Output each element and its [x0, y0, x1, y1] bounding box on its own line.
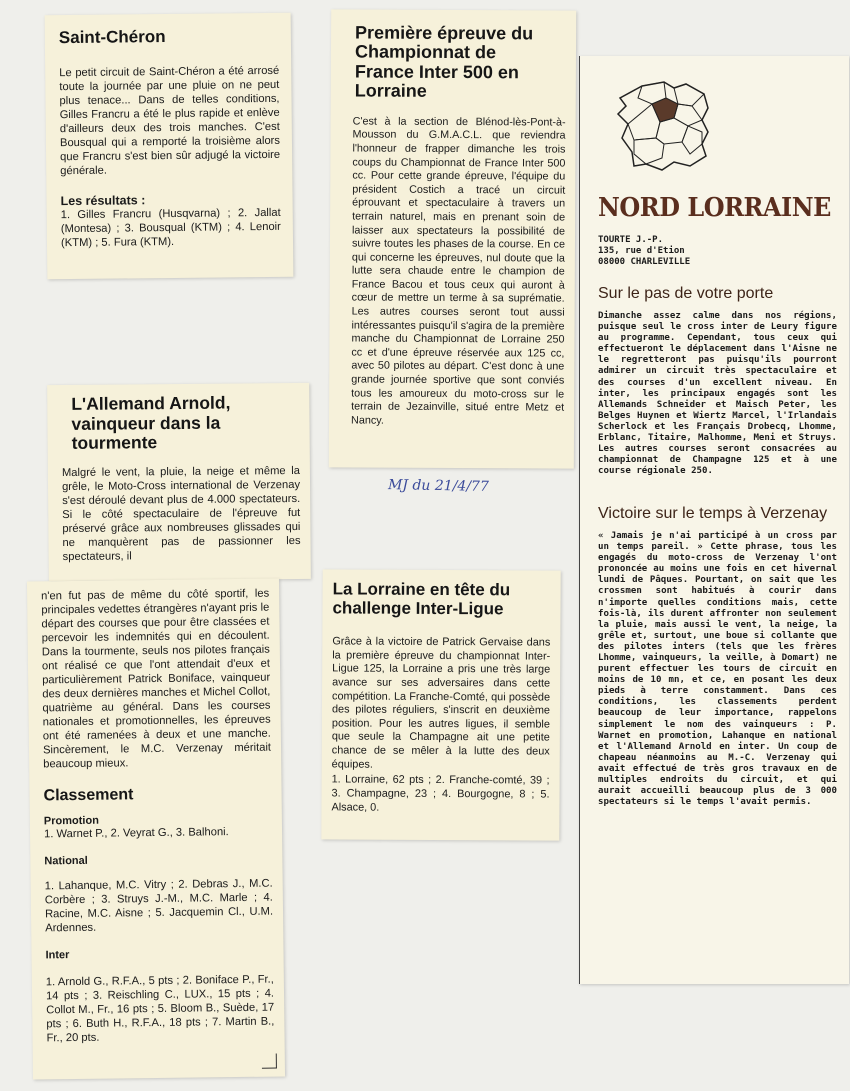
saint-cheron-clipping	[45, 13, 294, 280]
saint-cheron-body: Le petit circuit de Saint-Chéron a été arrosé toute la journée par une pluie on ne peut plus tenace... Dans de telles conditions, Gilles Francru a été le plus rapide et enlève d'ailleurs deux des trois manches. C'est Bousqual qui a remporté la troisième alors que Francru s'est bien sûr adjugé la victoire générale.	[59, 64, 281, 177]
inter-heading: Inter	[45, 948, 70, 961]
author-city: 08000 CHARLEVILLE	[598, 256, 691, 267]
author-name: TOURTE J.-P.	[598, 235, 664, 245]
arnold-body-2: n'en fut pas de même du côté sportif, les principales vedettes étrangères n'ayant pris le départ des courses que pour être classées et percevoir les indemnités qui en découlent. Dans la tourmente, seuls nos pilotes français ont réalisé ce que l'ont attendait d'eux et particulièrement Patrick Boniface, vainqueur des deux dernières manches et Michel Collot, quatrième au général. Dans les courses nationales et promotionnelles, les épreuves ont été ramenées à deux et une manche. Sincèrement, le M.C. Verzenay méritait beaucoup mieux.	[41, 587, 272, 771]
arnold-body-1: Malgré le vent, la pluie, la neige et même la grêle, le Moto-Cross international de Verzenay s'est déroulé devant plus de 4.000 spectateurs. Si le côté spectaculaire de l'épreuve fut préservé grâce aux nombreuses glissades qui ne manquèrent pas de passionner les spectateurs, il	[61, 464, 301, 563]
france-map-icon	[612, 78, 724, 174]
national-results: 1. Lahanque, M.C. Vitry ; 2. Debras J., M.C. Corbère ; 3. Struys J.-M., M.C. Marle ; 4. Racine, M.C. Aisne ; 5. Jacquemin Cl., U.M. Ardennes.	[44, 877, 274, 934]
national-heading: National	[44, 854, 88, 867]
inter-results: 1. Arnold G., R.F.A., 5 pts ; 2. Boniface P., Fr., 14 pts ; 3. Reischling C., LUX., 15 pts ; 4. Collot M., Fr., 16 pts ; 5. Bloom B., Suède, 17 pts ; 6. Buth H., R.F.A., 18 pts ; 7. Martin B., Fr., 20 pts.	[45, 973, 275, 1044]
arnold-title: L'Allemand Arnold, vainqueur dans la tourmente	[71, 392, 231, 454]
handwritten-date-note: MJ du 21/4/77	[387, 477, 489, 495]
section2-title: Victoire sur le temps à Verzenay	[598, 505, 828, 523]
corner-mark	[262, 1054, 277, 1069]
map-block	[598, 78, 837, 183]
nord-lorraine-logo: NORD LORRAINE	[598, 193, 831, 223]
promotion-heading: Promotion	[43, 814, 99, 827]
arnold-clipping-top	[47, 383, 311, 581]
saint-cheron-results: 1. Gilles Francru (Husqvarna) ; 2. Jallat (Montesa) ; 3. Bousqual (KTM) ; 4. Lenoir (KTM) ; 5. Fura (KTM).	[60, 206, 281, 249]
lorraine-challenge-standings: 1. Lorraine, 62 pts ; 2. Franche-comté, 39 ; 3. Champagne, 23 ; 4. Bourgogne, 8 ; 5. Alsace, 0.	[331, 773, 550, 814]
saint-cheron-results-heading: Les résultats :	[60, 192, 146, 208]
saint-cheron-title: Saint-Chéron	[58, 27, 166, 48]
author-street: 135, rue d'Etion	[598, 245, 685, 256]
lorraine-challenge-title: La Lorraine en tête du challenge Inter-Ligue	[332, 579, 511, 619]
section2-body: « Jamais je n'ai participé à un cross par un temps pareil. » Cette phrase, tous les engagés du moto-cross de Verzenay l'ont prononcée au moins une fois en cet hivernal lundi de Pâques. Pourtant, on sait que les crossmen sont habitués à courir dans n'importe quelles conditions mais, cette fois-là, ils durent affronter non seulement la pluie, mais aussi le vent, la neige, la grêle et, surtout, une boue si collante que des pilotes inters (tels que les frères Lhomme, vainqueurs, la veille, à Domart) ne purent effectuer les tours de circuit en moins de 10 mn, et ce, en posant les deux pieds à terre constamment. Dans ces conditions, les classements perdent beaucoup de leur importance, rappelons simplement le nom des vainqueurs : P. Warnet en promotion, Lahanque en national et l'Allemand Arnold en inter. Un coup de chapeau néanmoins au M.-C. Verzenay qui avait effectué de très gros travaux en de multiples endroits du circuit, et qui aurait accueilli beaucoup plus de 3 000 spectateurs si le temps l'avait permis.	[598, 530, 837, 808]
premiere-epreuve-body: C'est à la section de Blénod-lès-Pont-à-Mousson du G.M.A.C.L. que reviendra l'honneur de frapper dimanche les trois coups du Championnat de France Inter 500 cc. Pour cette grande épreuve, l'équipe du président Costich a tracé un circuit éprouvant et spectaculaire à travers un terrain naturel, mais en prenant soin de laisser aux spectateurs la possibilité de suivre toutes les phases de la course. En ce qui concerne les épreuves, nul doute que la lutte sera chaude entre le champion de France Bacou et tous ceux qui auront à cœur de mettre un terme à sa suprématie. Les autres courses seront tout aussi intéressantes puisqu'il s'agira de la première manche du Championnat de Lorraine 250 cc et d'une épreuve réservée aux 125 cc, avec 50 pilotes au départ. C'est donc à une grande journée sportive que sont conviés tous les amoureux du moto-cross sur le terrain de Jezainville, situé entre Metz et Nancy.	[351, 115, 566, 427]
classement-heading: Classement	[43, 786, 134, 805]
premiere-epreuve-clipping	[329, 9, 576, 468]
lorraine-challenge-body: Grâce à la victoire de Patrick Gervaise dans la première épreuve du championnat Inter-Ligue 125, la Lorraine a pris une très large avance sur ses adversaires dans cette compétition. La Franche-Comté, qui possède des pilotes réguliers, s'inscrit en deuxième position. Pour les autres ligues, il semble que seule la Champagne ait une petite chance de se mêler à la lutte des deux équipes.	[331, 635, 551, 771]
arnold-clipping-bottom	[27, 578, 285, 1079]
section1-body: Dimanche assez calme dans nos régions, puisque seul le cross inter de Leury figure au programme. Cependant, tous ceux qui effectueront le déplacement dans l'Aisne ne le regretteront pas puisqu'ils pourront admirer un circuit très spectaculaire et des courses d'un excellent niveau. En inter, les principaux engagés sont les Allemands Schneider et Maisch Peter, les Belges Huynen et Wiertz Marcel, l'Irlandais Scherlock et les Français Drobecq, Lhomme, Erblanc, Titaire, Malhomme, Meni et Struys. Les autres courses seront consacrées au championnat de Champagne 125 et à une course régionale 250.	[598, 310, 837, 477]
lorraine-challenge-clipping	[321, 569, 560, 840]
author-address	[598, 235, 837, 267]
promotion-results: 1. Warnet P., 2. Veyrat G., 3. Balhoni.	[43, 825, 229, 840]
premiere-epreuve-title: Première épreuve du Championnat de France Inter 500 en Lorraine	[354, 22, 534, 102]
nord-lorraine-clipping	[579, 56, 849, 984]
section1-title: Sur le pas de votre porte	[598, 285, 774, 303]
